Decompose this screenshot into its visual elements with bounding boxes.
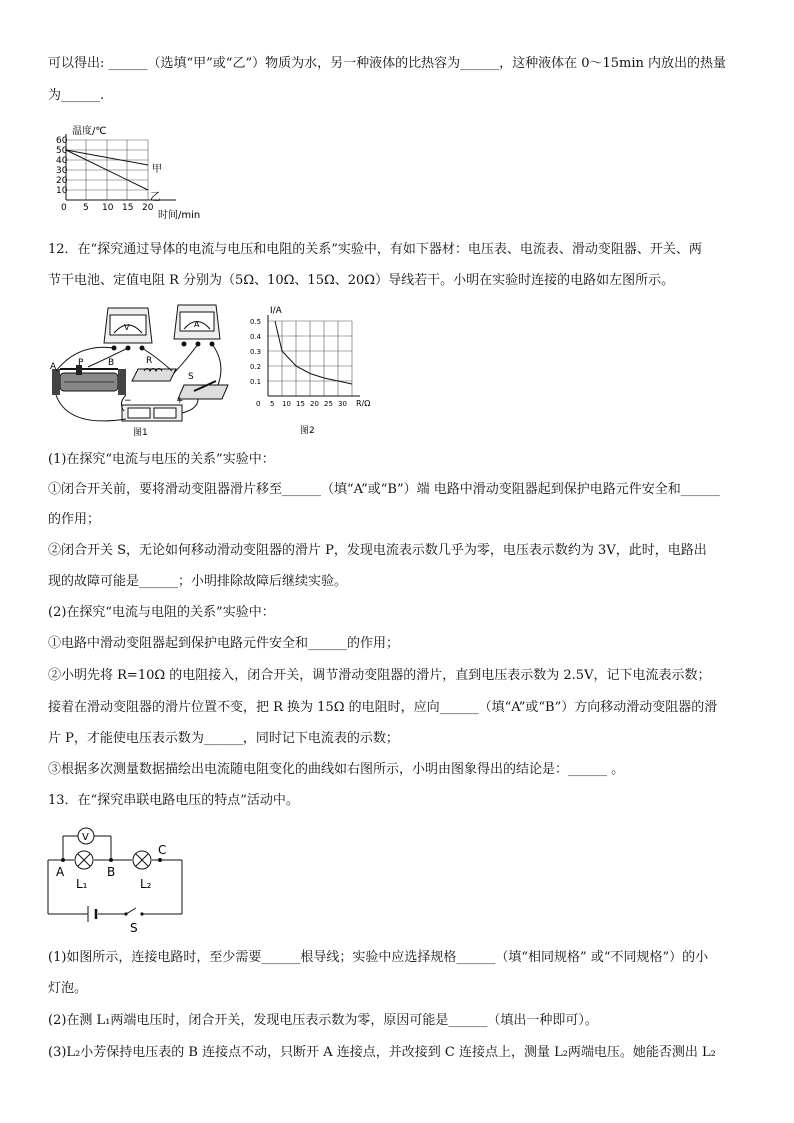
label-A: A <box>50 362 57 372</box>
series-jia-label: 甲 <box>152 164 162 175</box>
text-line: (1)在探究“电流与电压的关系”实验中： <box>48 452 275 467</box>
current-resistance-chart <box>240 303 390 438</box>
ytick: 0 <box>61 203 67 213</box>
text-line: 节干电池、定值电阻 R 分别为（5Ω、10Ω、15Ω、20Ω）导线若干。小明在实验时连接的电路如左图所示。 <box>48 273 675 288</box>
voltmeter-icon <box>104 308 152 351</box>
ytick: 10 <box>56 186 68 196</box>
voltmeter-label: V <box>124 323 130 332</box>
ammeter-icon <box>174 305 220 347</box>
rheostat-icon <box>52 365 126 395</box>
ytick: 60 <box>56 136 68 146</box>
text-line: 片 P，才能使电压表示数为______，同时记下电流表的示数； <box>48 731 399 746</box>
text-line: (2)在测 L₁两端电压时，闭合开关，发现电压表示数为零，原因可能是______（填出一种即可）。 <box>48 1013 598 1028</box>
current-curve <box>275 321 352 384</box>
ytick: 0.5 <box>250 318 262 326</box>
xtick: 20 <box>142 203 154 213</box>
xtick: 10 <box>102 203 114 213</box>
text-line: ①闭合开关前，要将滑动变阻器滑片移至______（填“A”或“B”）端 电路中滑动变阻器起到保护电路元件安全和______ <box>48 482 720 497</box>
text-line: ②小明先将 R=10Ω 的电阻接入，闭合开关，调节滑动变阻器的滑片，直到电压表示数为 2.5V，记下电流表示数； <box>48 668 711 683</box>
text-line: 13．在“探究串联电路电压的特点”活动中。 <box>48 793 299 808</box>
text-line: 12．在“探究通过导体的电流与电压和电阻的关系”实验中，有如下器材：电压表、电流表、滑动变阻器、开关、两 <box>48 242 702 257</box>
ammeter-label: A <box>194 320 200 329</box>
label-S: S <box>188 372 194 382</box>
fig3-L2: L₂ <box>140 877 152 891</box>
fig3-B: B <box>107 865 116 879</box>
xtick: 15 <box>296 400 305 408</box>
xtick: 10 <box>282 400 291 408</box>
battery-icon <box>88 906 96 922</box>
text-line: (2)在探究“电流与电阻的关系”实验中： <box>48 605 275 620</box>
ytick: 40 <box>56 156 68 166</box>
ytick: 0.3 <box>250 348 262 356</box>
fig2-caption: 图2 <box>300 426 315 436</box>
ytick: 30 <box>56 166 68 176</box>
ytick: 0.1 <box>250 378 262 386</box>
label-P: P <box>78 358 84 368</box>
text-line: ②闭合开关 S，无论如何移动滑动变阻器的滑片 P，发现电流表示数几乎为零，电压表示数约为 3V，此时，电路出 <box>48 543 707 558</box>
xtick: 25 <box>324 400 333 408</box>
text-line: (1)如图所示，连接电路时，至少需要______根导线；实验中应选择规格______（填“相同规格” 或“不同规格”）的小 <box>48 950 709 965</box>
text-line: 接着在滑动变阻器的滑片位置不变，把 R 换为 15Ω 的电阻时，应向______（填“A”或“B”）方向移动滑动变阻器的滑 <box>48 700 718 715</box>
fig2-xlabel: R/Ω <box>356 399 371 408</box>
text-line: 现的故障可能是______；小明排除故障后继续实验。 <box>48 574 348 589</box>
xtick: 5 <box>83 203 89 213</box>
xtick: 30 <box>338 400 347 408</box>
text-line: ③根据多次测量数据描绘出电流随电阻变化的曲线如右图所示，小明由图象得出的结论是：______ 。 <box>48 762 625 777</box>
xtick: 15 <box>122 203 134 213</box>
fig2-ylabel: I/A <box>270 306 282 316</box>
lamp-L1-icon <box>75 851 93 869</box>
battery-plus: + <box>176 396 184 406</box>
fig3-C: C <box>158 843 167 857</box>
series-circuit-figure <box>40 822 190 932</box>
xtick: 0 <box>256 400 261 408</box>
switch-icon <box>124 912 127 915</box>
text-line: 灯泡。 <box>48 981 88 996</box>
label-B: B <box>108 358 115 368</box>
text-line: 可以得出: ______（选填“甲”或“乙”）物质为水，另一种液体的比热容为______，这种液体在 0～15min 内放出的热量 <box>48 56 727 71</box>
text-line: ①电路中滑动变阻器起到保护电路元件安全和______的作用； <box>48 636 400 651</box>
ytick: 0.4 <box>250 333 262 341</box>
temp-ylabel: 温度/℃ <box>72 126 107 137</box>
label-R: R <box>146 356 153 366</box>
fig1-caption: 图1 <box>133 428 148 438</box>
series-yi-label: 乙 <box>150 190 161 203</box>
xtick: 5 <box>270 400 275 408</box>
fig3-S: S <box>130 921 138 932</box>
fig3-A: A <box>56 865 65 879</box>
voltmeter-icon <box>78 828 94 844</box>
fig3-V: V <box>82 832 89 843</box>
temperature-chart <box>48 120 208 226</box>
text-line: 的作用； <box>48 512 101 527</box>
temp-xlabel: 时间/min <box>158 210 201 221</box>
battery-icon <box>122 396 184 421</box>
battery-minus: − <box>124 396 132 406</box>
xtick: 20 <box>310 400 319 408</box>
ytick: 20 <box>56 176 68 186</box>
ytick: 50 <box>56 146 68 156</box>
ytick: 0.2 <box>250 363 262 371</box>
text-line: 为______. <box>48 88 105 103</box>
circuit-apparatus-figure <box>48 303 238 438</box>
text-line: (3)L₂小芳保持电压表的 B 连接点不动，只断开 A 连接点，并改接到 C 连接点上，测量 L₂两端电压。她能否测出 L₂ <box>48 1045 716 1060</box>
fig3-L1: L₁ <box>76 877 88 891</box>
lamp-L2-icon <box>133 851 151 869</box>
